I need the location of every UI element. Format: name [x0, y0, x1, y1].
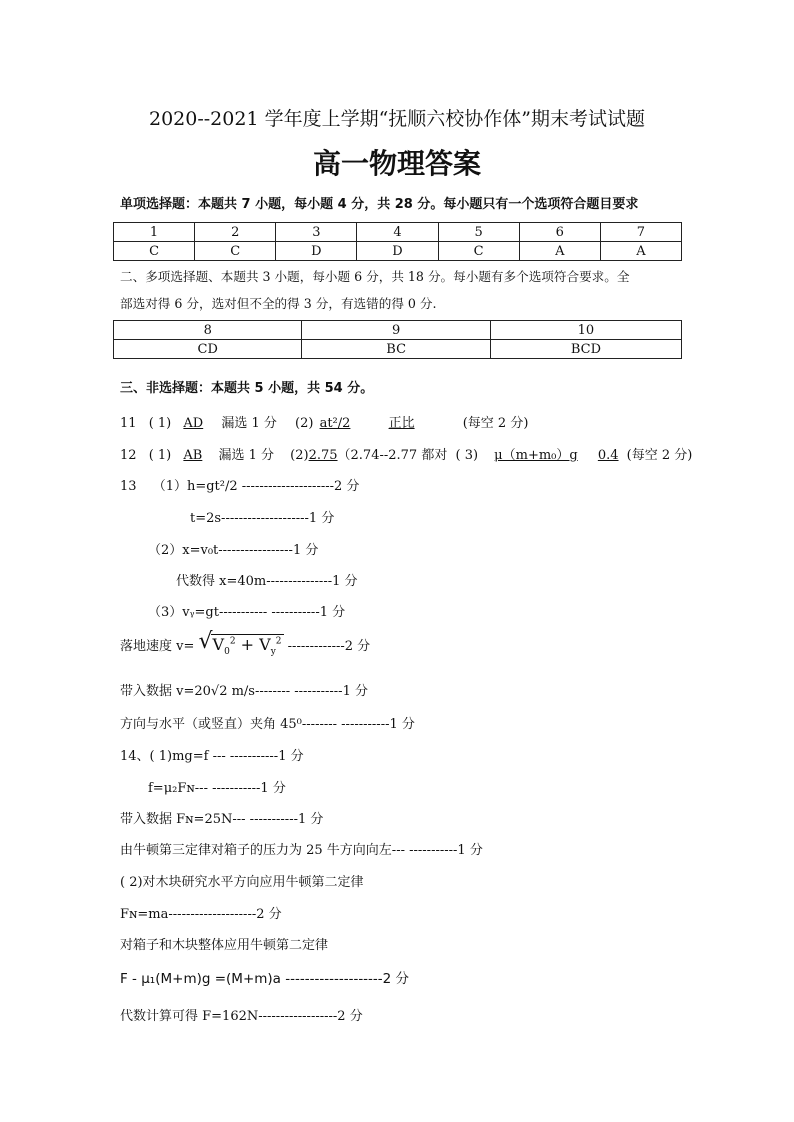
table-cell: BC [302, 340, 490, 359]
answer-range: （2.74--2.77 都对 [337, 448, 448, 463]
q12-line [120, 444, 692, 463]
answer-blank: μ（m+m₀）g [494, 448, 578, 463]
table-cell: 9 [302, 321, 490, 340]
table-cell: 5 [438, 223, 519, 242]
table-cell: D [357, 242, 438, 261]
solution-step: f=μ₂Fɴ--- -----------1 分 [148, 781, 286, 796]
scoring-note: (每空 2 分) [626, 448, 693, 463]
section1-heading: 单项选择题：本题共 7 小题，每小题 4 分，共 28 分。每小题只有一个选项符合题目要求 [120, 197, 639, 212]
table-cell: 7 [600, 223, 681, 242]
section2-answer-row [114, 340, 682, 359]
table-cell: C [438, 242, 519, 261]
table-cell: 8 [114, 321, 302, 340]
solution-step: 带入数据 Fɴ=25N--- -----------1 分 [120, 812, 324, 827]
table-cell: 6 [519, 223, 600, 242]
solution-step: 14、( 1)mg=f --- -----------1 分 [120, 749, 304, 764]
part-label: ( 1) [148, 448, 172, 463]
table-cell: 2 [195, 223, 276, 242]
solution-step: 由牛顿第三定律对箱子的压力为 25 牛方向向左--- -----------1 分 [120, 843, 483, 858]
section3-heading: 三、非选择题：本题共 5 小题，共 54 分。 [120, 381, 374, 396]
q13-line-1 [120, 475, 359, 494]
question-number: 12 [120, 448, 137, 463]
section1-number-row [114, 223, 682, 242]
table-cell: 10 [490, 321, 681, 340]
answer-blank: AD [183, 416, 204, 431]
q13-landing-speed-line [120, 629, 371, 658]
solution-step: 带入数据 v=20√2 m/s-------- -----------1 分 [120, 684, 368, 699]
solution-step-suffix: -------------2 分 [287, 639, 371, 654]
table-cell: 4 [357, 223, 438, 242]
scoring-note: 漏选 1 分 [218, 448, 275, 463]
section2-heading-line1: 二、多项选择题、本题共 3 小题，每小题 6 分，共 18 分。每小题有多个选项符合要求。全 [120, 269, 630, 284]
question-number: 13 [120, 479, 137, 494]
solution-step: 方向与水平（或竖直）夹角 45⁰-------- -----------1 分 [120, 717, 415, 732]
table-cell: D [276, 242, 357, 261]
table-cell: 3 [276, 223, 357, 242]
section1-answer-row [114, 242, 682, 261]
solution-step: 对箱子和木块整体应用牛顿第二定律 [120, 938, 329, 953]
table-cell: 1 [114, 223, 195, 242]
answer-blank: at²/2 [319, 416, 351, 431]
solution-step: 代数得 x=40m---------------1 分 [176, 574, 358, 589]
solution-step-prefix: 落地速度 v= [120, 639, 195, 654]
part-label: (2) [295, 416, 314, 431]
section2-answer-table [113, 320, 682, 359]
scoring-note: 漏选 1 分 [221, 416, 277, 431]
part-label: ( 3) [455, 448, 479, 463]
table-cell: A [600, 242, 681, 261]
q11-line [120, 412, 528, 431]
table-cell: C [195, 242, 276, 261]
answer-subtitle: 高一物理答案 [312, 147, 481, 180]
answer-blank: AB [183, 448, 203, 463]
table-cell: C [114, 242, 195, 261]
part-label: ( 1) [148, 416, 172, 431]
solution-step: （1）h=gt²/2 ---------------------2 分 [152, 479, 360, 494]
section2-heading-line2: 部选对得 6 分，选对但不全的得 3 分，有选错的得 0 分. [120, 296, 437, 311]
solution-step: （3）vᵧ=gt----------- -----------1 分 [148, 605, 346, 620]
answer-blank: 0.4 [597, 448, 619, 463]
solution-step: ( 2)对木块研究水平方向应用牛顿第二定律 [120, 875, 364, 890]
sqrt-formula: √ $V_0^2 + V_y^2$ [198, 629, 282, 658]
answer-blank: 2.75 [308, 448, 338, 463]
exam-title: 2020--2021 学年度上学期“抚顺六校协作体”期末考试试题 [148, 108, 645, 130]
answer-blank: 正比 [388, 416, 415, 431]
part-label: (2) [290, 448, 309, 463]
section1-answer-table [113, 222, 682, 261]
table-cell: BCD [490, 340, 681, 359]
question-number: 11 [120, 416, 137, 431]
section2-number-row [114, 321, 682, 340]
table-cell: CD [114, 340, 302, 359]
table-cell: A [519, 242, 600, 261]
solution-step: t=2s--------------------1 分 [190, 511, 335, 526]
solution-step: 代数计算可得 F=162N------------------2 分 [120, 1009, 363, 1024]
solution-step: Fɴ=ma--------------------2 分 [120, 907, 282, 922]
scoring-note: (每空 2 分) [462, 416, 529, 431]
solution-step: （2）x=v₀t-----------------1 分 [148, 543, 319, 558]
solution-step: F - μ₁(M+m)g =(M+m)a --------------------2 分 [120, 971, 410, 987]
